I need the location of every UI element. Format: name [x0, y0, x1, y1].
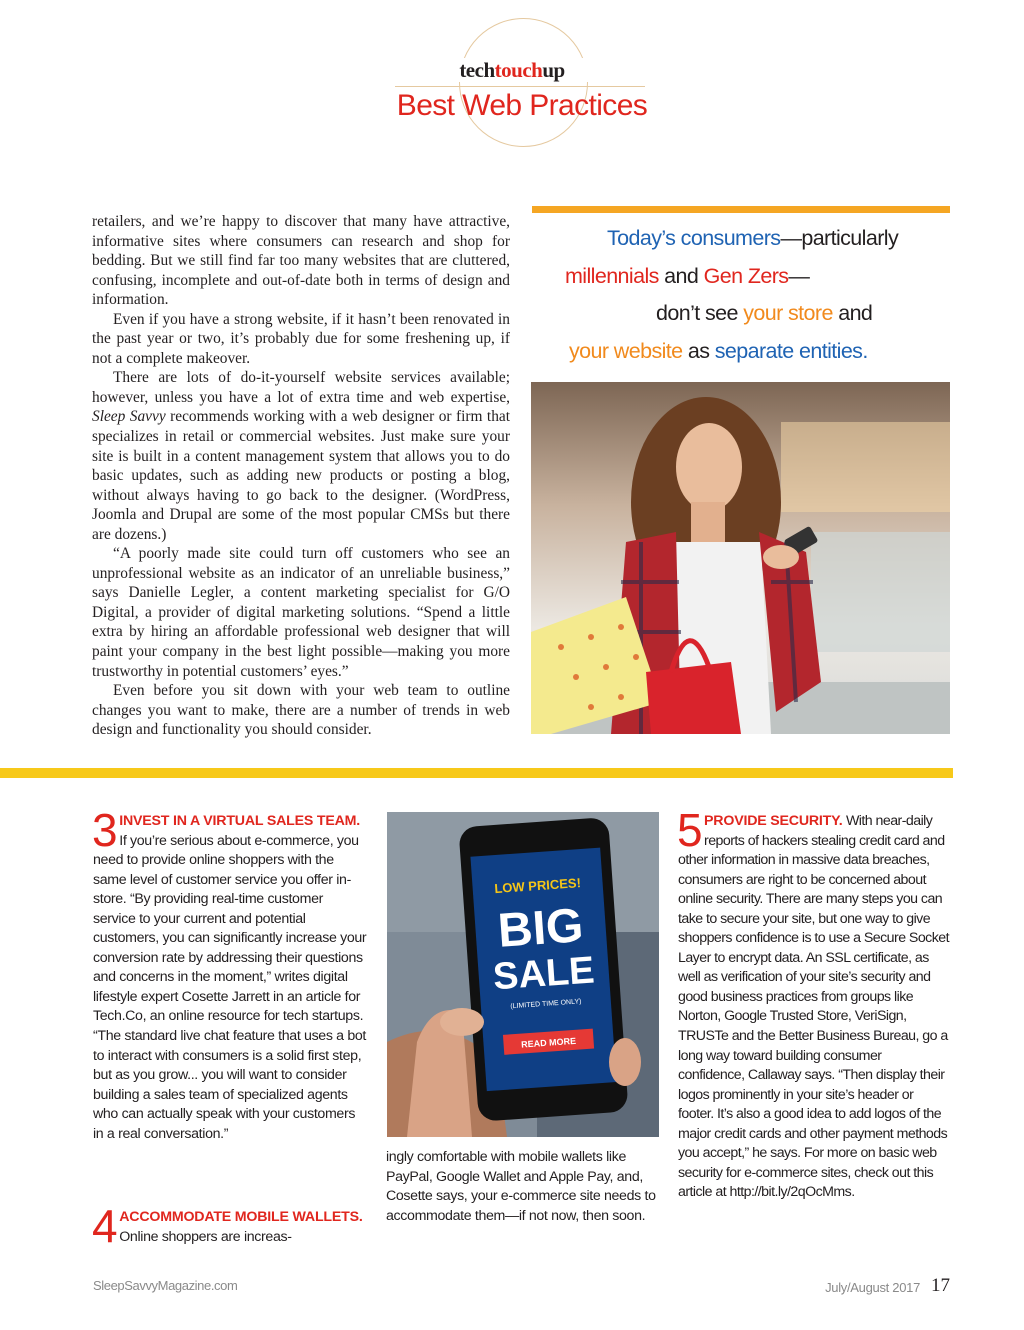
phone-illustration — [387, 812, 659, 1137]
pullquote-text: —particularly — [780, 226, 899, 250]
pullquote-line — [540, 333, 940, 371]
page-number: 17 — [931, 1275, 950, 1296]
tip-body: With near-daily reports of hackers stealing credit card and other information in massive data breaches, consumers are right to be concerned about online security. There are many steps you can take to secure your site, but one way to give shoppers confidence is to use a Secure Socket Layer to encrypt data. An SSL certificate, as well as verification of your site’s security and good business practices from groups like Norton, Google Trusted Store, VeriSign, TRUSTe and the Better Business Bureau, go a long way toward building consumer confidence, Callaway says. “Then display their logos prominently in your site’s header or footer. It’s also a good idea to add logos of the major credit cards and other payment methods you accept,” he says. For more on basic web security for e-commerce sites, check out this article at http://bit.ly/2qOcMms. — [678, 813, 949, 1201]
section-divider — [0, 768, 953, 778]
phone-screen-sale: SALE — [491, 949, 596, 999]
tip-heading: PROVIDE SECURITY. — [704, 813, 843, 829]
pullquote-line — [540, 258, 940, 296]
pullquote-text: — — [788, 263, 810, 288]
phone-photo — [387, 812, 659, 1137]
paragraph: retailers, and we’re happy to discover that many have attractive, informative sites where consumers can research and shop for bedding. But we still find far too many websites that are cluttered, confusing, incomplete and out-of-date both in terms of design and information. — [92, 213, 510, 309]
pullquote-text: don’t see — [656, 301, 744, 325]
paragraph: “A poorly made site could turn off customers who see an unprofessional website as an indicator of an unreliable business,” says Danielle Legler, a content marketing specialist for G/O Digital, a provider of digital marketing solutions. “Spend a little extra by hiring an affordable professional web designer that will paint your company in the best light possible—making you more trustworthy in potential customers’ eyes.” — [92, 545, 510, 680]
pullquote-highlight: separate entities. — [714, 338, 868, 363]
dropcap-number: 5 — [677, 804, 703, 856]
pullquote-rule — [532, 206, 950, 213]
pullquote-highlight: Gen Zers — [703, 263, 789, 288]
phone-screen-button: READ MORE — [520, 1035, 577, 1050]
dropcap-number: 3 — [92, 804, 118, 856]
tip-heading: INVEST IN A VIRTUAL SALES TEAM. — [119, 813, 361, 829]
paragraph: Even if you have a strong website, if it hasn’t been renovated in the past year or two, it’s probably due for some freshening up, if not a complete makeover. — [92, 310, 510, 367]
tip-item-3 — [92, 804, 367, 1144]
pullquote-highlight: millennials — [565, 263, 659, 288]
tip-paragraph — [92, 804, 367, 1144]
footer-issue-date: July/August 2017 — [825, 1280, 920, 1295]
pullquote-line — [540, 220, 940, 258]
tip-paragraph — [92, 1200, 367, 1252]
pullquote-highlight: your website — [569, 338, 683, 363]
logo-part-up: up — [542, 58, 565, 82]
dropcap-number: 4 — [92, 1200, 118, 1252]
text-run: recommends working with a web designer or firm that specializes in retail or commercial websites. Just make sure your site is built in a content management system that allows you to do basic updates, such as adding new products or posting a blog, without always having to go back to the designer. (WordPress, Joomla and Drupal are some of the most popular CMSs but there are dozens.) — [92, 408, 511, 543]
phone-screen-big: BIG — [496, 899, 586, 958]
pullquote-text: and — [658, 263, 704, 288]
shopper-illustration — [531, 382, 950, 734]
tip-heading: ACCOMMODATE MOBILE WALLETS. — [119, 1209, 363, 1225]
shopper-photo — [531, 382, 950, 734]
tip-item-5 — [677, 804, 950, 1203]
tip-item-4 — [92, 1200, 367, 1252]
pullquote-highlight: Today’s consumers — [607, 226, 781, 250]
pull-quote — [540, 220, 940, 370]
paragraph: Even before you sit down with your web team to outline changes you want to make, there are a number of trends in web design and functionality you should consider. — [92, 682, 510, 739]
pullquote-highlight: your store — [743, 301, 833, 325]
header-rule — [395, 86, 645, 87]
pullquote-text: as — [682, 338, 715, 363]
logo-part-tech: tech — [459, 58, 495, 82]
header-circle-ornament — [459, 18, 588, 147]
page-title: Best Web Practices — [396, 89, 648, 122]
paragraph — [92, 368, 510, 544]
tip-item-4-continued — [386, 1148, 661, 1226]
tip-body: Online shoppers are increas- — [119, 1228, 292, 1245]
footer-website: SleepSavvyMagazine.com — [93, 1278, 238, 1293]
text-run: There are lots of do-it-yourself website services available; however, unless you have a lot of extra time and web expertise, — [92, 369, 510, 406]
tip-paragraph — [677, 804, 950, 1203]
section-logo — [412, 58, 612, 82]
pullquote-text: and — [832, 301, 873, 325]
phone-screen-sub: (LIMITED TIME ONLY) — [510, 998, 582, 1011]
logo-part-touch: touch — [494, 58, 543, 82]
article-body-top — [92, 212, 510, 740]
publication-name: Sleep Savvy — [92, 408, 166, 426]
tip-body-continued: ingly comfortable with mobile wallets like PayPal, Google Wallet and Apple Pay, and, Cosette says, your e-commerce site needs to accommodate them—if not now, then soon. — [386, 1149, 656, 1224]
phone-screen-tag: LOW PRICES! — [493, 875, 582, 897]
tip-body: If you’re serious about e-commerce, you need to provide online shoppers with the same level of customer service you offer in-store. “By providing real-time customer service to your current and potential customers, you can significantly increase your conversion rate by addressing their questions and concerns in the moment,” writes digital lifestyle expert Cosette Jarrett in an article for Tech.Co, an online resource for tech startups. “The standard live chat feature that uses a bot to interact with consumers is a solid first step, but as you grow... you will want to consider building a sales team of specialized agents who can actually speak with your customers in a real conversation.” — [93, 832, 367, 1142]
pullquote-line — [540, 295, 940, 333]
